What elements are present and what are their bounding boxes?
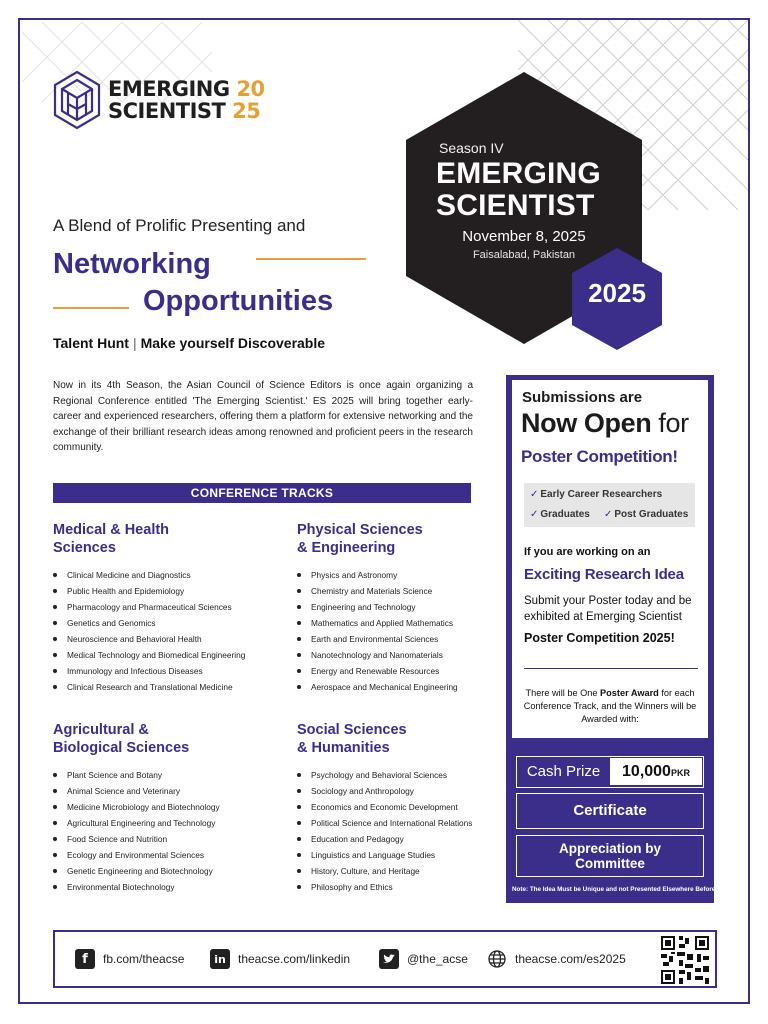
event-title-line1: EMERGING <box>436 157 601 190</box>
track-title <box>297 521 517 557</box>
accent-line <box>256 258 366 260</box>
discoverable: Make yourself Discoverable <box>140 335 326 351</box>
list-item: Pharmacology and Pharmaceutical Sciences <box>53 599 273 615</box>
event-title-line2: SCIENTIST <box>436 189 595 222</box>
linkedin-text: theacse.com/linkedin <box>238 952 351 966</box>
globe-icon <box>487 949 507 969</box>
list-item: Chemistry and Materials Science <box>297 583 517 599</box>
logo-line2: SCIENTIST <box>108 99 226 123</box>
list-item: Animal Science and Veterinary <box>53 783 273 799</box>
logo-year1: 20 <box>236 77 265 101</box>
track-medical <box>53 521 273 695</box>
track-list <box>297 567 517 695</box>
event-date: November 8, 2025 <box>462 228 586 245</box>
linkedin-icon: in <box>210 949 230 969</box>
submission-panel <box>506 375 714 903</box>
divider <box>524 668 698 669</box>
tagline: A Blend of Prolific Presenting and <box>53 216 306 235</box>
website-text: theacse.com/es2025 <box>515 952 626 966</box>
check-icon: ✓ <box>530 489 539 500</box>
list-item: Ecology and Environmental Sciences <box>53 847 273 863</box>
list-item: Physics and Astronomy <box>297 567 517 583</box>
list-item: Medical Technology and Biomedical Engineering <box>53 647 273 663</box>
logo-line1: EMERGING <box>108 77 230 101</box>
track-physical <box>297 521 517 695</box>
track-title-line: & Humanities <box>297 740 390 756</box>
panel-note: Note: The Idea Must be Unique and not Presented Elsewhere Before <box>512 886 716 893</box>
list-item: Environmental Biotechnology <box>53 879 273 895</box>
website-link[interactable] <box>487 949 626 969</box>
list-item: Economics and Economic Development <box>297 799 517 815</box>
list-item: Genetic Engineering and Biotechnology <box>53 863 273 879</box>
separator: | <box>132 335 137 351</box>
list-item: Neuroscience and Behavioral Health <box>53 631 273 647</box>
list-item: Sociology and Anthropology <box>297 783 517 799</box>
award-text <box>520 687 700 726</box>
twitter-text: @the_acse <box>407 952 468 966</box>
track-title-line: & Engineering <box>297 540 396 556</box>
qr-code-icon[interactable] <box>659 934 711 986</box>
linkedin-link[interactable] <box>210 949 350 969</box>
poster-competition-heading: Poster Competition! <box>521 447 678 466</box>
track-title-line: Social Sciences <box>297 722 407 738</box>
list-item: Philosophy and Ethics <box>297 879 517 895</box>
list-item: Public Health and Epidemiology <box>53 583 273 599</box>
cash-prize-value <box>610 758 702 785</box>
list-item: Clinical Research and Translational Medicine <box>53 679 273 695</box>
if-working-text: If you are working on an <box>524 546 651 558</box>
eligibility-item <box>604 509 688 520</box>
eligibility-label: Early Career Researchers <box>540 489 663 500</box>
event-logo <box>52 70 265 130</box>
list-item: Medicine Microbiology and Biotechnology <box>53 799 273 815</box>
eligibility-item <box>530 489 662 500</box>
submit-poster-text: Submit your Poster today and be exhibited at Emerging Scientist <box>524 595 692 623</box>
eligibility-label: Graduates <box>540 509 590 520</box>
footer-contact-bar <box>53 930 717 988</box>
track-title-line: Biological Sciences <box>53 740 190 756</box>
submission-panel-inner <box>512 380 708 738</box>
track-list <box>297 767 517 895</box>
logo-mark-icon <box>52 70 102 130</box>
list-item: Psychology and Behavioral Sciences <box>297 767 517 783</box>
check-icon: ✓ <box>604 509 613 520</box>
logo-year2: 25 <box>232 99 261 123</box>
event-season: Season IV <box>439 140 504 156</box>
list-item: Mathematics and Applied Mathematics <box>297 615 517 631</box>
track-list <box>53 767 273 895</box>
track-title <box>53 721 273 757</box>
submissions-are: Submissions are <box>522 389 643 406</box>
list-item: Food Science and Nutrition <box>53 831 273 847</box>
list-item: Immunology and Infectious Diseases <box>53 663 273 679</box>
for-word: for <box>658 408 689 438</box>
list-item: Political Science and International Relations <box>297 815 517 831</box>
track-title <box>297 721 517 757</box>
talent-hunt: Talent Hunt <box>53 335 129 351</box>
track-title-line: Medical & Health <box>53 522 170 538</box>
eligibility-label: Post Graduates <box>614 509 689 520</box>
eligibility-item <box>530 509 590 520</box>
list-item: Earth and Environmental Sciences <box>297 631 517 647</box>
track-title <box>53 521 273 557</box>
check-icon: ✓ <box>530 509 539 520</box>
cash-unit: PKR <box>670 768 690 778</box>
logo-wordmark <box>108 78 265 122</box>
award-text-part: There will be One <box>525 688 598 698</box>
event-place: Faisalabad, Pakistan <box>472 249 576 261</box>
certificate-box: Certificate <box>516 793 704 829</box>
cash-amount: 10,000 <box>622 763 671 780</box>
list-item: Nanotechnology and Nanomaterials <box>297 647 517 663</box>
now-open-heading <box>521 408 689 439</box>
cash-prize-box <box>516 756 704 788</box>
now-open: Now Open <box>521 408 652 438</box>
list-item: Clinical Medicine and Diagnostics <box>53 567 273 583</box>
track-title-line: Agricultural & <box>53 722 149 738</box>
list-item: Linguistics and Language Studies <box>297 847 517 863</box>
facebook-icon: f <box>75 949 95 969</box>
list-item: Genetics and Genomics <box>53 615 273 631</box>
exciting-idea-text: Exciting Research Idea <box>524 566 684 583</box>
eligibility-box <box>524 483 695 527</box>
poster-competition-text: Poster Competition 2025! <box>524 631 675 645</box>
twitter-link[interactable] <box>379 949 468 969</box>
appreciation-box <box>516 835 704 877</box>
headline-opportunities: Opportunities <box>143 285 334 317</box>
award-text-bold: Poster Award <box>600 688 659 698</box>
appreciation-line: Committee <box>575 856 645 871</box>
list-item: Aerospace and Mechanical Engineering <box>297 679 517 695</box>
event-title <box>436 158 601 222</box>
tracks-header: CONFERENCE TRACKS <box>53 483 471 503</box>
list-item: Agricultural Engineering and Technology <box>53 815 273 831</box>
facebook-text: fb.com/theacse <box>103 952 185 966</box>
list-item: Plant Science and Botany <box>53 767 273 783</box>
event-year: 2025 <box>588 278 646 308</box>
list-item: History, Culture, and Heritage <box>297 863 517 879</box>
list-item: Engineering and Technology <box>297 599 517 615</box>
headline-networking: Networking <box>53 248 211 280</box>
accent-line <box>53 307 129 309</box>
track-title-line: Physical Sciences <box>297 522 423 538</box>
track-social <box>297 721 517 895</box>
track-list <box>53 567 273 695</box>
cash-prize-label: Cash Prize <box>526 763 601 780</box>
facebook-link[interactable] <box>75 949 184 969</box>
appreciation-line: Appreciation by <box>558 841 661 856</box>
track-agricultural <box>53 721 273 895</box>
track-title-line: Sciences <box>53 540 116 556</box>
twitter-icon <box>379 949 399 969</box>
intro-paragraph: Now in its 4th Season, the Asian Council of Science Editors is once again organizing a Regional Conference entitled 'The Emerging Scientist.' ES 2025 will bring together early-career and experienced researchers, offering them a platform for extensive networking and the exchange of their brilliant research ideas among renowned and proficient peers in the research community. <box>53 380 473 453</box>
award-text-part: for each Conference Track, and the Winners will be Awarded with: <box>523 688 697 724</box>
list-item: Education and Pedagogy <box>297 831 517 847</box>
list-item: Energy and Renewable Resources <box>297 663 517 679</box>
talent-hunt-line <box>53 335 325 351</box>
